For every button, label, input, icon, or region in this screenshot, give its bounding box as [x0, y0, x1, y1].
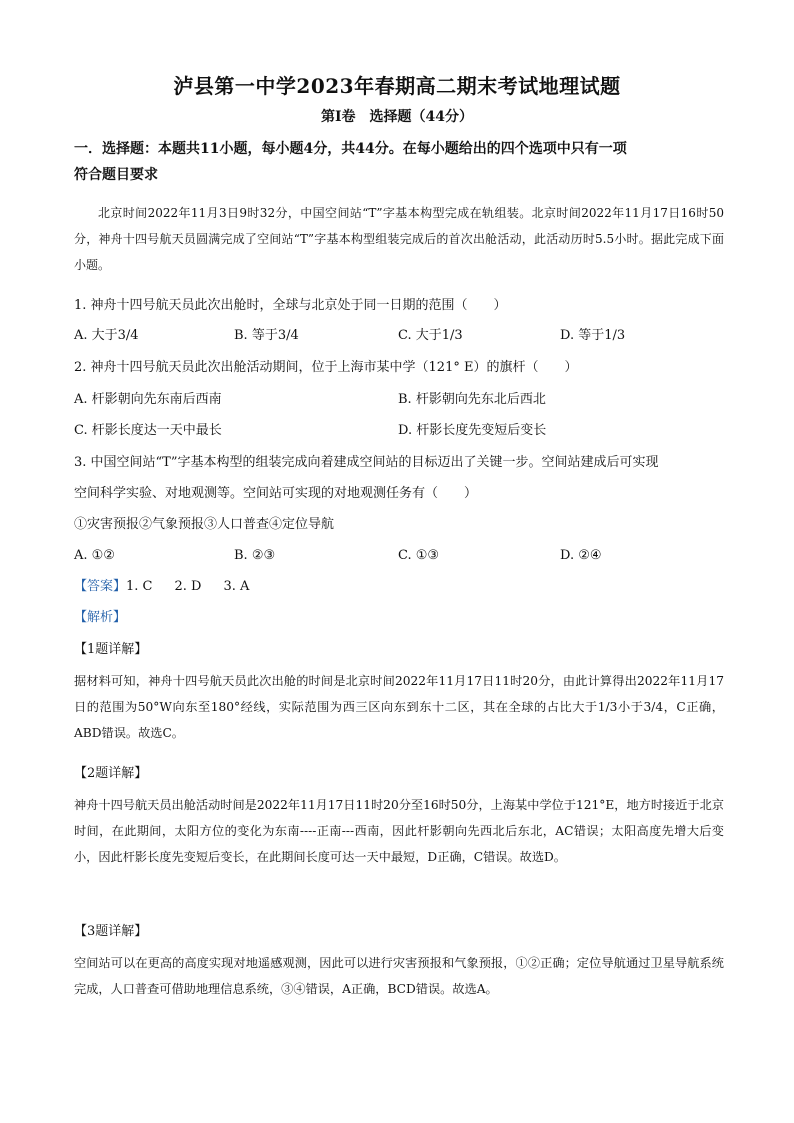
section-heading-line1: 一．选择题：本题共11小题，每小题4分，共44分。在每小题给出的四个选项中只有一项	[74, 141, 627, 157]
question-1-stem: 1. 神舟十四号航天员此次出舱时，全球与北京处于同一日期的范围（ ）	[74, 298, 507, 313]
question-2-option-d[interactable]: D. 杆影长度先变短后变长	[398, 423, 547, 438]
question-3-option-d[interactable]: D. ②④	[560, 548, 602, 563]
question-2-stem: 2. 神舟十四号航天员此次出舱活动期间，位于上海市某中学（121° E）的旗杆（ ）	[74, 360, 578, 375]
q1-detail-text: 据材料可知，神舟十四号航天员此次出舱的时间是北京时间2022年11月17日11时20分，由此计算得出2022年11月17日的范围为50°W向东至180°经线，实际范围为西三区向东到东十二区，其在全球的占比大于1/3小于3/4，C正确，ABD错误。故选C。	[74, 674, 724, 740]
question-2-option-c[interactable]: C. 杆影长度达一天中最长	[74, 423, 222, 438]
question-3-items: ①灾害预报②气象预报③人口普查④定位导航	[74, 517, 335, 532]
q2-detail-label: 【2题详解】	[74, 766, 148, 781]
question-3-option-c[interactable]: C. ①③	[398, 548, 440, 563]
q3-detail-label: 【3题详解】	[74, 924, 148, 939]
question-2-option-b[interactable]: B. 杆影朝向先东北后西北	[398, 392, 546, 407]
question-2-option-a[interactable]: A. 杆影朝向先东南后西南	[74, 392, 222, 407]
analysis-label: 【解析】	[74, 610, 127, 625]
section-heading-line2: 符合题目要求	[74, 167, 158, 183]
q3-detail-text: 空间站可以在更高的高度实现对地遥感观测，因此可以进行灾害预报和气象预报，①②正确；定位导航通过卫星导航系统完成，人口普查可借助地理信息系统，③④错误，A正确，BCD错误。故选A。	[74, 956, 724, 996]
question-3-option-b[interactable]: B. ②③	[234, 548, 276, 563]
material-paragraph: 北京时间2022年11月3日9时32分，中国空间站“T”字基本构型完成在轨组装。北京时间2022年11月17日16时50分，神舟十四号航天员圆满完成了空间站“T”字基本构型组装完成后的首次出舱活动，此活动历时5.5小时。据此完成下面小题。	[74, 206, 724, 272]
exam-title: 泸县第一中学2023年春期高二期末考试地理试题	[173, 74, 621, 98]
question-1-option-d[interactable]: D. 等于1/3	[560, 328, 626, 343]
answer-row	[74, 577, 249, 597]
q2-detail-text: 神舟十四号航天员出舱活动时间是2022年11月17日11时20分至16时50分，上海某中学位于121°E，地方时接近于北京时间，在此期间，太阳方位的变化为东南----正南---西南，因此杆影朝向先西北后东北，AC错误；太阳高度先增大后变小，因此杆影长度先变短后变长，在此期间长度可达一天中最短，D正确，C错误。故选D。	[74, 798, 724, 864]
question-1-option-a[interactable]: A. 大于3/4	[74, 328, 139, 343]
volume-title: 第Ⅰ卷 选择题（44分）	[320, 109, 474, 125]
question-3-stem-line2: 空间科学实验、对地观测等。空间站可实现的对地观测任务有（ ）	[74, 486, 478, 501]
answer-3: 3. A	[223, 579, 250, 594]
q1-detail-label: 【1题详解】	[74, 642, 148, 657]
answer-1: 1. C	[126, 579, 153, 594]
section-heading	[74, 136, 724, 188]
question-1-option-b[interactable]: B. 等于3/4	[234, 328, 299, 343]
question-1-option-c[interactable]: C. 大于1/3	[398, 328, 463, 343]
question-3-option-a[interactable]: A. ①②	[74, 548, 115, 563]
question-3-stem-line1: 3. 中国空间站“T”字基本构型的组装完成向着建成空间站的目标迈出了关键一步。空间站建成后可实现	[74, 455, 659, 470]
answer-label: 【答案】	[74, 579, 127, 594]
answer-2: 2. D	[174, 579, 202, 594]
